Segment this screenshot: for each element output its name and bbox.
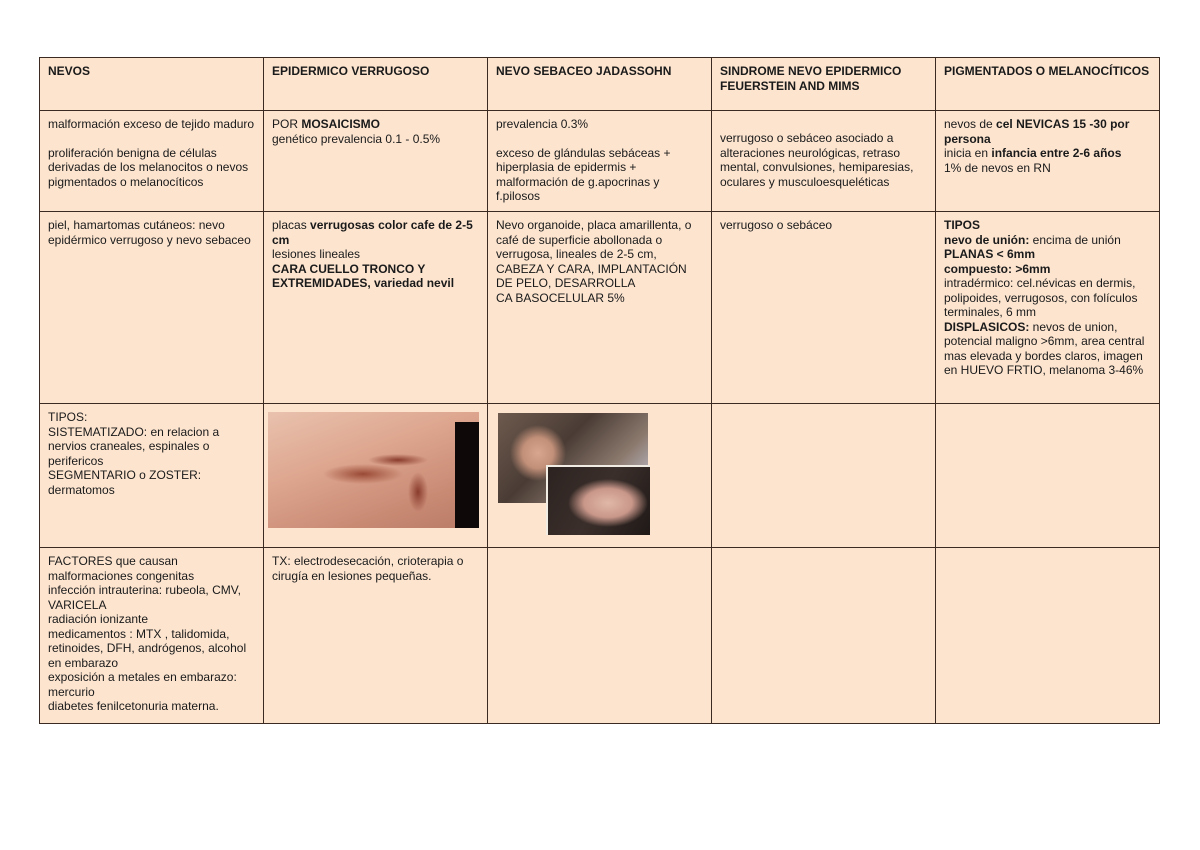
cell-pigmentados-tipos: [936, 212, 1160, 404]
cell-text: FACTORES que causan malformaciones congenitas: [48, 554, 195, 583]
cell-text: POR: [272, 117, 302, 131]
cell-empty: [488, 548, 712, 724]
cell-text: Nevo organoide, placa amarillenta, o café de superficie abollonada o verrugosa, lineales de 2-5 cm, CABEZA Y CARA, IMPLANTACIÓN DE PELO, DESARROLLA: [496, 218, 692, 290]
cell-text: SEGMENTARIO o ZOSTER: dermatomos: [48, 468, 202, 497]
cell-text: intradérmico: cel.névicas en dermis, polipoides, verrugosos, con folículos terminales, 6 mm: [944, 276, 1138, 319]
cell-sebaceo-prevalencia: [488, 111, 712, 212]
cell-empty: [712, 548, 936, 724]
cell-nevos-definicion: [40, 111, 264, 212]
cell-text: exposición a metales en embarazo: mercurio: [48, 670, 237, 699]
cell-text: diabetes fenilcetonuria materna.: [48, 699, 219, 713]
cell-text-bold: TIPOS: [944, 218, 981, 232]
cell-text: genético prevalencia 0.1 - 0.5%: [272, 131, 441, 146]
cell-text: nevos de: [944, 117, 997, 131]
cell-text: radiación ionizante: [48, 612, 149, 626]
cell-epidermico-tratamiento: TX: electrodesecación, crioterapia o cirugía en lesiones pequeñas.: [264, 548, 488, 724]
table-row: [40, 212, 1160, 404]
cell-text-bold: nevo de unión:: [944, 232, 1030, 247]
cell-text-bold: infancia entre 2-6 años: [991, 146, 1122, 160]
header-row: [40, 58, 1160, 111]
cell-epidermico-prevalencia: [264, 111, 488, 212]
cell-text-bold: cel NEVICAS 15 -30 por persona: [944, 117, 1130, 146]
cell-epidermico-imagen: [264, 404, 488, 548]
cell-text: medicamentos : MTX , talidomida, retinoides, DFH, andrógenos, alcohol en embarazo: [48, 626, 247, 670]
cell-text-bold: CARA CUELLO TRONCO Y EXTREMIDADES, variedad nevil: [272, 261, 455, 290]
cell-sindrome-tipo: verrugoso o sebáceo: [712, 212, 936, 404]
cell-text: nevos de union, potencial maligno >6mm, area central mas elevada y bordes claros, imagen en HUEVO FRTIO, melanoma 3-46%: [944, 319, 1145, 377]
cell-text-bold: DISPLASICOS:: [944, 319, 1030, 334]
cell-text: malformación exceso de tejido maduro: [48, 117, 255, 131]
epidermal-nevus-photo: [268, 412, 479, 528]
cell-empty: [936, 548, 1160, 724]
cell-text: inicia en: [944, 146, 992, 160]
header-epidermico-verrugoso: EPIDERMICO VERRUGOSO: [264, 58, 488, 111]
cell-text: CA BASOCELULAR 5%: [496, 290, 625, 305]
header-sindrome: SINDROME NEVO EPIDERMICO FEUERSTEIN AND MIMS: [712, 58, 936, 111]
header-pigmentados: PIGMENTADOS O MELANOCÍTICOS: [936, 58, 1160, 111]
cell-sebaceo-clinica: [488, 212, 712, 404]
table-row: [40, 404, 1160, 548]
cell-text-bold: PLANAS < 6mm: [944, 247, 1036, 261]
cell-sindrome-descripcion: [712, 111, 936, 212]
cell-empty: [712, 404, 936, 548]
nevos-comparison-table: [39, 57, 1160, 724]
cell-nevos-factores: [40, 548, 264, 724]
cell-text: placas: [272, 218, 311, 232]
cell-empty: [936, 404, 1160, 548]
header-nevo-sebaceo: NEVO SEBACEO JADASSOHN: [488, 58, 712, 111]
cell-text-bold: compuesto: >6mm: [944, 261, 1051, 276]
cell-text: SISTEMATIZADO: en relacion a nervios craneales, espinales o perifericos: [48, 424, 220, 468]
cell-text: TIPOS:: [48, 410, 88, 424]
cell-sebaceo-imagen: [488, 404, 712, 548]
cell-nevos-localizacion: piel, hamartomas cutáneos: nevo epidérmico verrugoso y nevo sebaceo: [40, 212, 264, 404]
cell-pigmentados-prevalencia: [936, 111, 1160, 212]
sebaceous-nevus-photo: [498, 413, 648, 533]
cell-epidermico-clinica: [264, 212, 488, 404]
table-row: [40, 548, 1160, 724]
cell-text: prevalencia 0.3%: [496, 117, 589, 131]
cell-text: 1% de nevos en RN: [944, 160, 1051, 175]
table-row: [40, 111, 1160, 212]
cell-text: encima de unión: [1029, 232, 1121, 247]
cell-text: exceso de glándulas sebáceas + hiperplasia de epidermis + malformación de g.apocrinas y f.pilosos: [496, 145, 671, 203]
cell-text: infección intrauterina: rubeola, CMV, VARICELA: [48, 583, 241, 612]
cell-text: lesiones lineales: [272, 247, 361, 261]
header-nevos: NEVOS: [40, 58, 264, 111]
cell-nevos-tipos: [40, 404, 264, 548]
cell-text-bold: verrugosas color cafe de 2-5 cm: [272, 218, 473, 247]
cell-text: verrugoso o sebáceo asociado a alteraciones neurológicas, retraso mental, convulsiones, hemiparesias, oculares y musculoesqueléticas: [720, 131, 914, 189]
cell-text-bold: MOSAICISMO: [301, 117, 381, 131]
cell-text: proliferación benigna de células derivadas de los melanocitos o nevos pigmentados o melanocíticos: [48, 145, 249, 189]
